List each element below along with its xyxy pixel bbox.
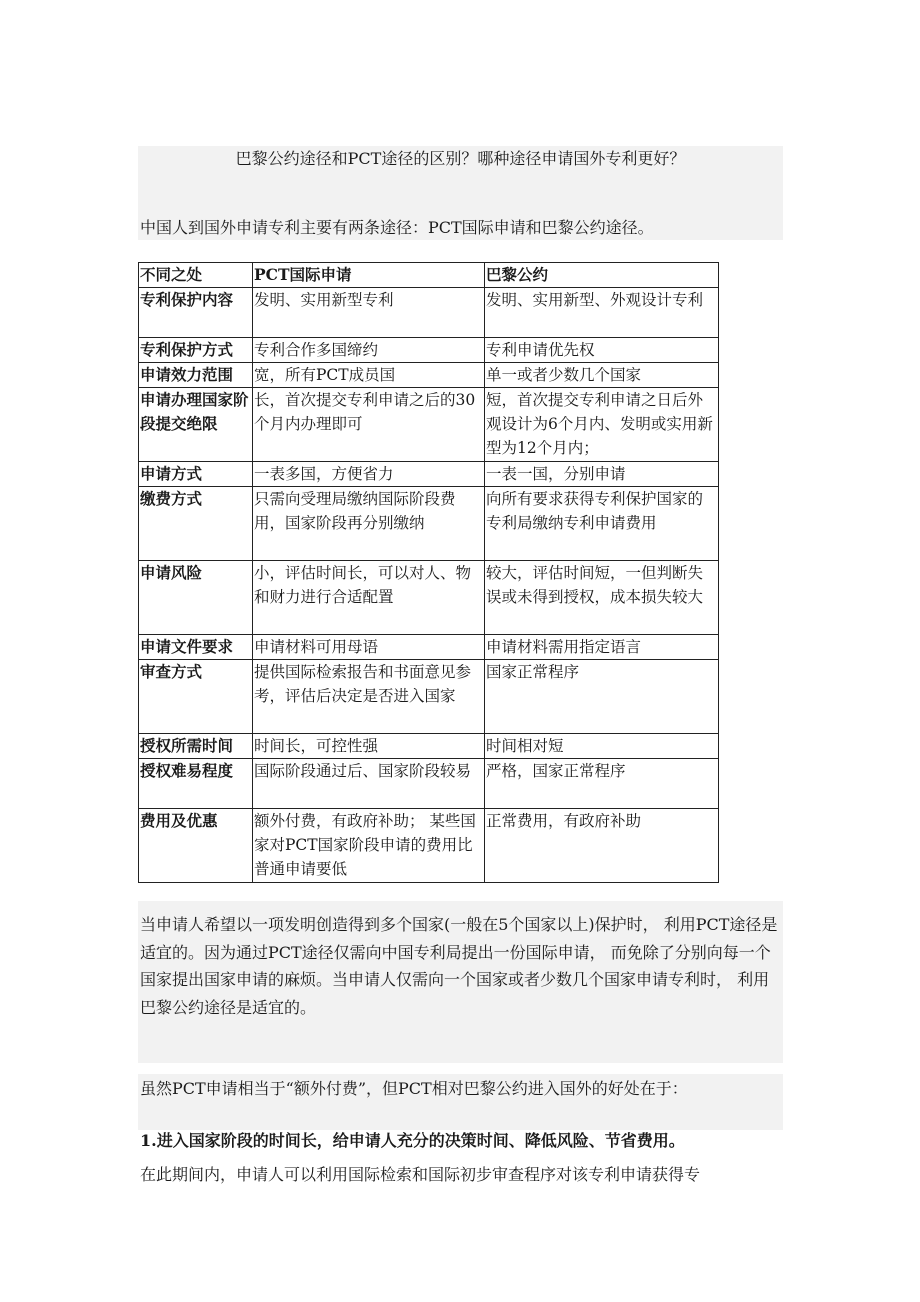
pct-cell: 时间长，可控性强 — [253, 734, 485, 759]
pct-cell: 国际阶段通过后、国家阶段较易 — [253, 759, 485, 809]
paris-cell: 发明、实用新型、外观设计专利 — [485, 288, 719, 338]
row-label: 缴费方式 — [139, 487, 253, 561]
header-cell: 不同之处 — [139, 263, 253, 288]
row-label: 专利保护方式 — [139, 338, 253, 363]
table-row — [139, 660, 719, 734]
paris-cell: 单一或者少数几个国家 — [485, 363, 719, 388]
table-header-row — [139, 263, 719, 288]
row-label: 申请风险 — [139, 561, 253, 635]
pct-cell: 发明、实用新型专利 — [253, 288, 485, 338]
paragraph-pct-benefits: 虽然PCT申请相当于“额外付费”，但PCT相对巴黎公约进入国外的好处在于： — [140, 1079, 688, 1098]
paris-cell: 一表一国，分别申请 — [485, 462, 719, 487]
pct-cell: 专利合作多国缔约 — [253, 338, 485, 363]
row-label: 费用及优惠 — [139, 809, 253, 883]
paris-cell: 专利申请优先权 — [485, 338, 719, 363]
table-row — [139, 388, 719, 462]
table-row — [139, 462, 719, 487]
pct-cell: 只需向受理局缴纳国际阶段费用，国家阶段再分别缴纳 — [253, 487, 485, 561]
table-row — [139, 487, 719, 561]
pct-cell: 长，首次提交专利申请之后的30个月内办理即可 — [253, 388, 485, 462]
row-label: 申请效力范围 — [139, 363, 253, 388]
section-heading-1: 1.进入国家阶段的时间长，给申请人充分的决策时间、降低风险、节省费用。 — [140, 1131, 685, 1150]
table-row — [139, 363, 719, 388]
table-row — [139, 561, 719, 635]
table-row — [139, 734, 719, 759]
paris-cell: 向所有要求获得专利保护国家的专利局缴纳专利申请费用 — [485, 487, 719, 561]
paris-cell: 时间相对短 — [485, 734, 719, 759]
row-label: 专利保护内容 — [139, 288, 253, 338]
row-label: 授权难易程度 — [139, 759, 253, 809]
paris-cell: 申请材料需用指定语言 — [485, 635, 719, 660]
page-title: 巴黎公约途径和PCT途径的区别？哪种途径申请国外专利更好？ — [235, 149, 686, 168]
pct-cell: 额外付费，有政府补助； 某些国家对PCT国家阶段申请的费用比普通申请要低 — [253, 809, 485, 883]
pct-cell: 一表多国，方便省力 — [253, 462, 485, 487]
paris-cell: 严格，国家正常程序 — [485, 759, 719, 809]
comparison-table — [138, 262, 719, 883]
paris-cell: 国家正常程序 — [485, 660, 719, 734]
paris-cell: 较大，评估时间短，一但判断失误或未得到授权，成本损失较大 — [485, 561, 719, 635]
row-label: 申请办理国家阶段提交绝限 — [139, 388, 253, 462]
header-cell: 巴黎公约 — [485, 263, 719, 288]
row-label: 授权所需时间 — [139, 734, 253, 759]
table-row — [139, 288, 719, 338]
table-row — [139, 759, 719, 809]
pct-cell: 申请材料可用母语 — [253, 635, 485, 660]
row-label: 申请文件要求 — [139, 635, 253, 660]
pct-cell: 宽，所有PCT成员国 — [253, 363, 485, 388]
intro-text: 中国人到国外申请专利主要有两条途径：PCT国际申请和巴黎公约途径。 — [140, 218, 654, 237]
table-row — [139, 338, 719, 363]
pct-cell: 小，评估时间长，可以对人、物和财力进行合适配置 — [253, 561, 485, 635]
header-cell: PCT国际申请 — [253, 263, 485, 288]
paragraph-pct-advice: 当申请人希望以一项发明创造得到多个国家(一般在5个国家以上)保护时， 利用PCT途径是适宜的。因为通过PCT途径仅需向中国专利局提出一份国际申请， 而免除了分别向每一个国家提出国家申请的麻烦。当申请人仅需向一个国家或者少数几个国家申请专利时， 利用巴黎公约途径是适宜的。 — [140, 915, 778, 1017]
table-row — [139, 635, 719, 660]
paris-cell: 正常费用，有政府补助 — [485, 809, 719, 883]
row-label: 申请方式 — [139, 462, 253, 487]
paris-cell: 短，首次提交专利申请之日后外观设计为6个月内、发明或实用新型为12个月内； — [485, 388, 719, 462]
pct-cell: 提供国际检索报告和书面意见参考，评估后决定是否进入国家 — [253, 660, 485, 734]
row-label: 审查方式 — [139, 660, 253, 734]
paragraph-detail: 在此期间内，申请人可以利用国际检索和国际初步审查程序对该专利申请获得专 — [140, 1165, 701, 1184]
table-row — [139, 809, 719, 883]
